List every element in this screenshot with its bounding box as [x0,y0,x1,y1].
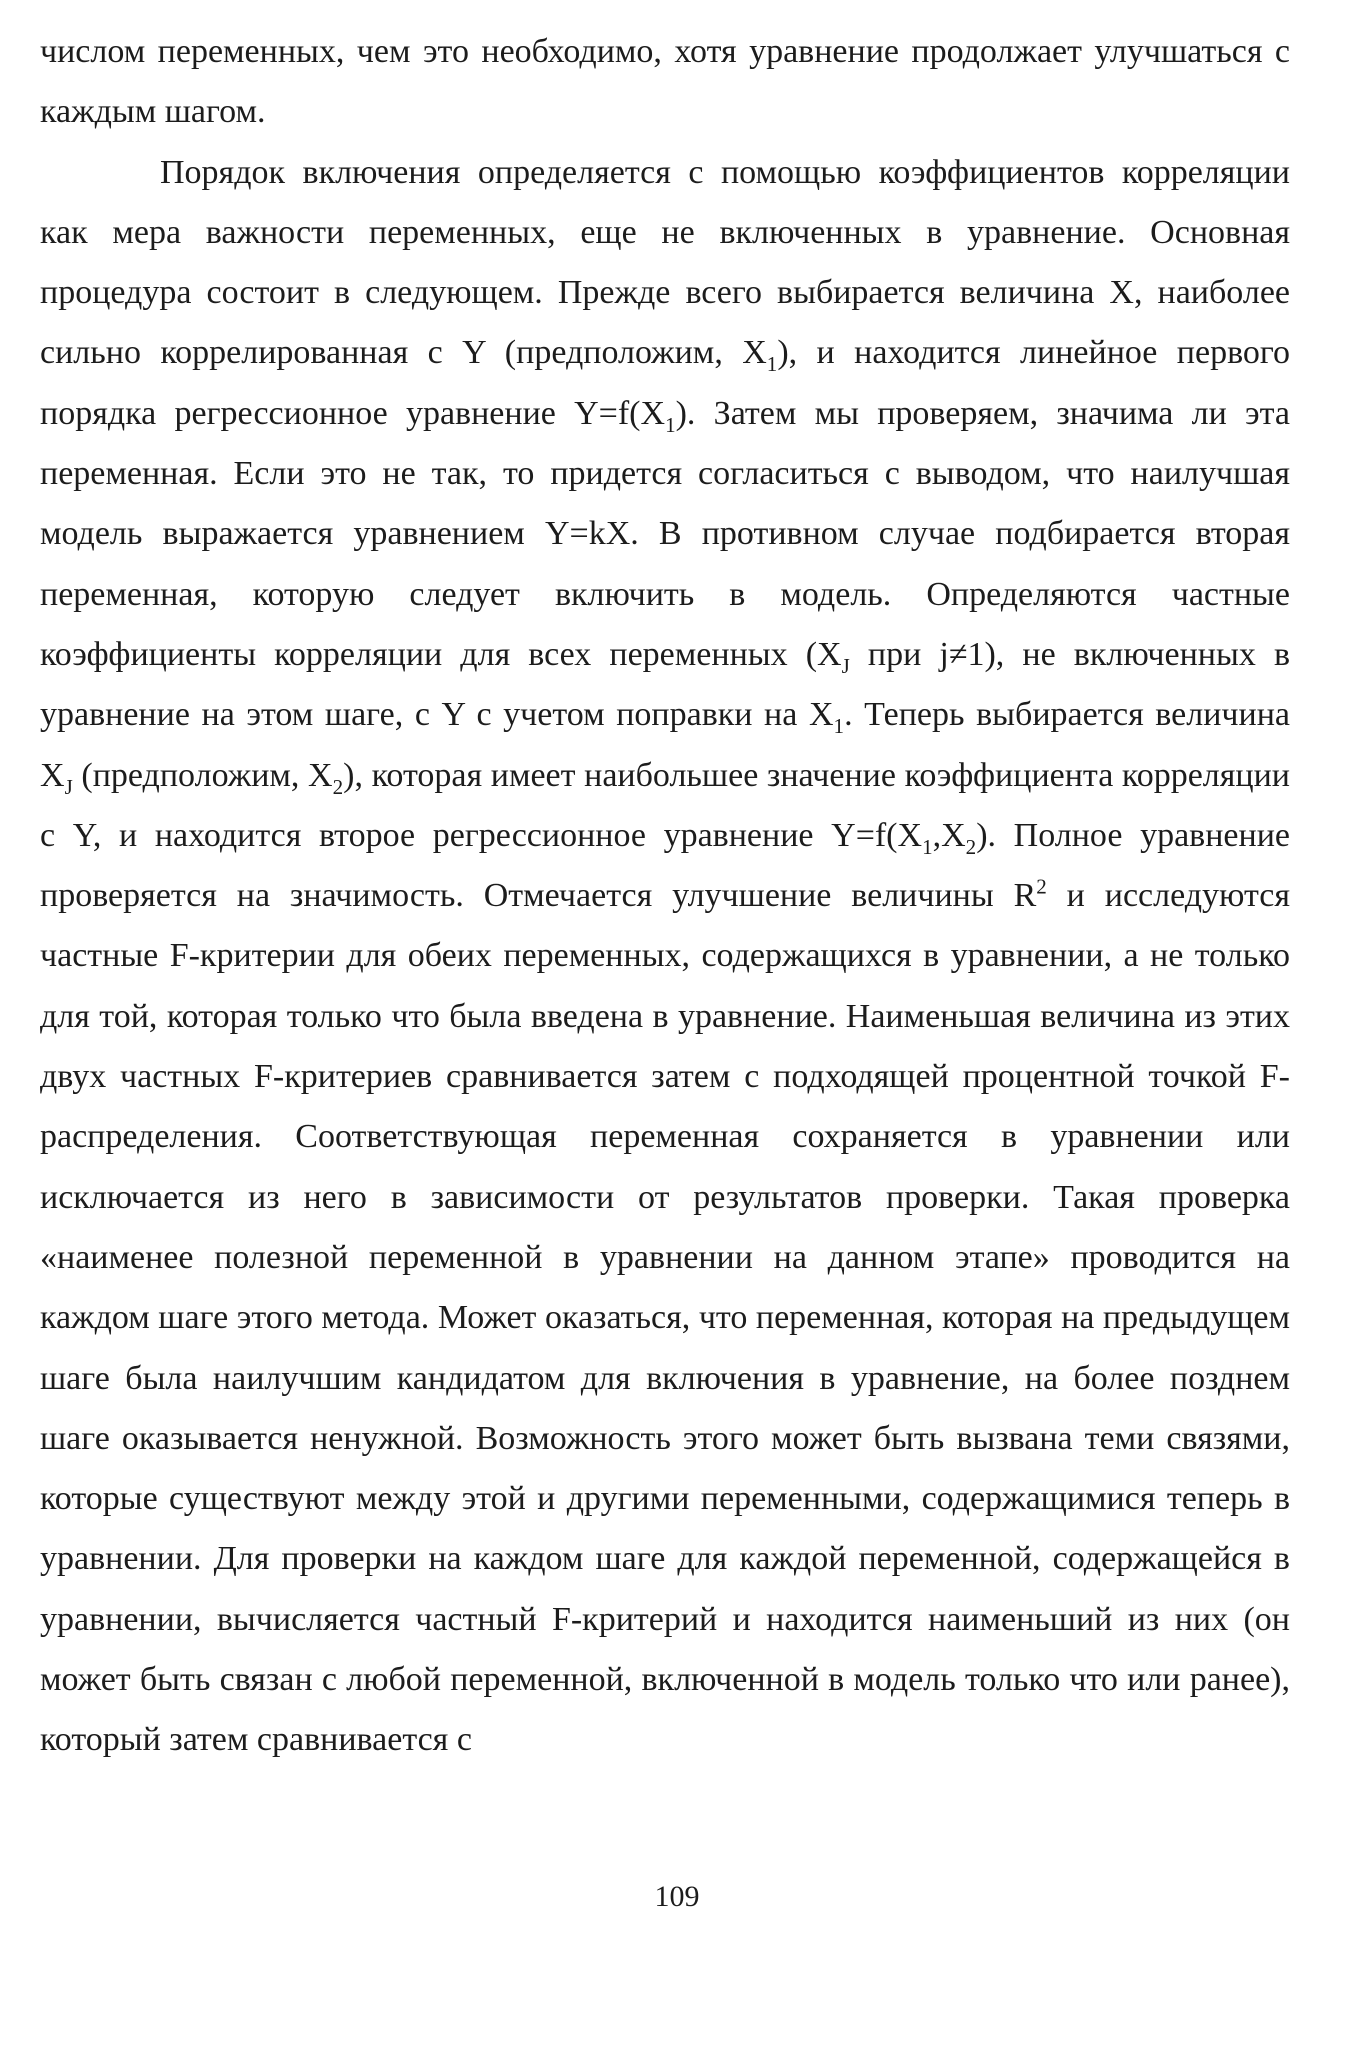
subscript: 1 [665,412,676,437]
subscript: 1 [833,714,845,739]
text-run: ), и находится линейное первого порядка регрессионное уравнение Y=f(X [40,334,1291,432]
paragraph-continued [40,22,1290,143]
subscript: 2 [332,774,344,799]
text-run: и исследуются частные F-критерии для обеих переменных, содержащихся в уравнении, а не только для той, которая только что была введена в уравнение. Наименьшая величина из этих двух частных F-критериев сравнивается затем с подходящей процентной точкой F-распределения. Соответствующая переменная сохраняется в уравнении или исключается из него в зависимости от результатов проверки. Такая проверка «наименее полезной переменной в уравнении на данном этапе» проводится на каждом шаге этого метода. Может оказаться, что переменная, которая на предыдущем шаге была наилучшим кандидатом для включения в уравнение, на более позднем шаге оказывается ненужной. Возможность этого может быть вызвана теми связями, которые существуют между этой и другими переменными, содержащимися теперь в уравнении. Для проверки на каждом шаге для каждой переменной, содержащейся в уравнении, вычисляется частный F-критерий и находится наименьший из них (он может быть связан с любой переменной, включенной в модель только что или ранее), который затем сравнивается с [40,877,1290,1759]
text-run: ,X [932,816,966,854]
subscript: 2 [965,834,977,859]
subscript: J [841,653,850,678]
paragraph-main [40,143,1290,1771]
subscript: 1 [766,352,778,377]
text-run: ), которая имеет наибольшее значение коэффициента корреляции с Y, и находится второе регрессионное уравнение Y=f(X [40,756,1290,854]
page-number: 109 [654,1880,700,1913]
text-run: ). Полное уравнение проверяется на значимость. Отмечается улучшение величины R [40,816,1290,915]
text-run: при j≠1), не включенных в уравнение на этом шаге, с Y с учетом поправки на X [40,635,1290,734]
subscript: J [64,774,73,799]
paragraph-text: числом переменных, чем это необходимо, хотя уравнение продолжает улучшаться с каждым шагом. [40,33,1290,131]
text-run: ). Затем мы проверяем, значима ли эта переменная. Если это не так, то придется согласиться с выводом, что наилучшая модель выражается уравнением Y=kX. В противном случае подбирается вторая переменная, которую следует включить в модель. Определяются частные коэффициенты корреляции для всех переменных (X [40,394,1290,673]
subscript: 1 [922,834,933,859]
text-run: . Теперь выбирается величина X [40,696,1290,794]
text-run: (предположим, X [72,756,333,794]
body-text [40,22,1290,1771]
text-run: Порядок включения определяется с помощью коэффициентов корреляции как мера важности переменных, еще не включенных в уравнение. Основная процедура состоит в следующем. Прежде всего выбирается величина X, наиболее сильно коррелированная с Y (предположим, X [40,153,1290,372]
superscript: 2 [1036,874,1047,899]
